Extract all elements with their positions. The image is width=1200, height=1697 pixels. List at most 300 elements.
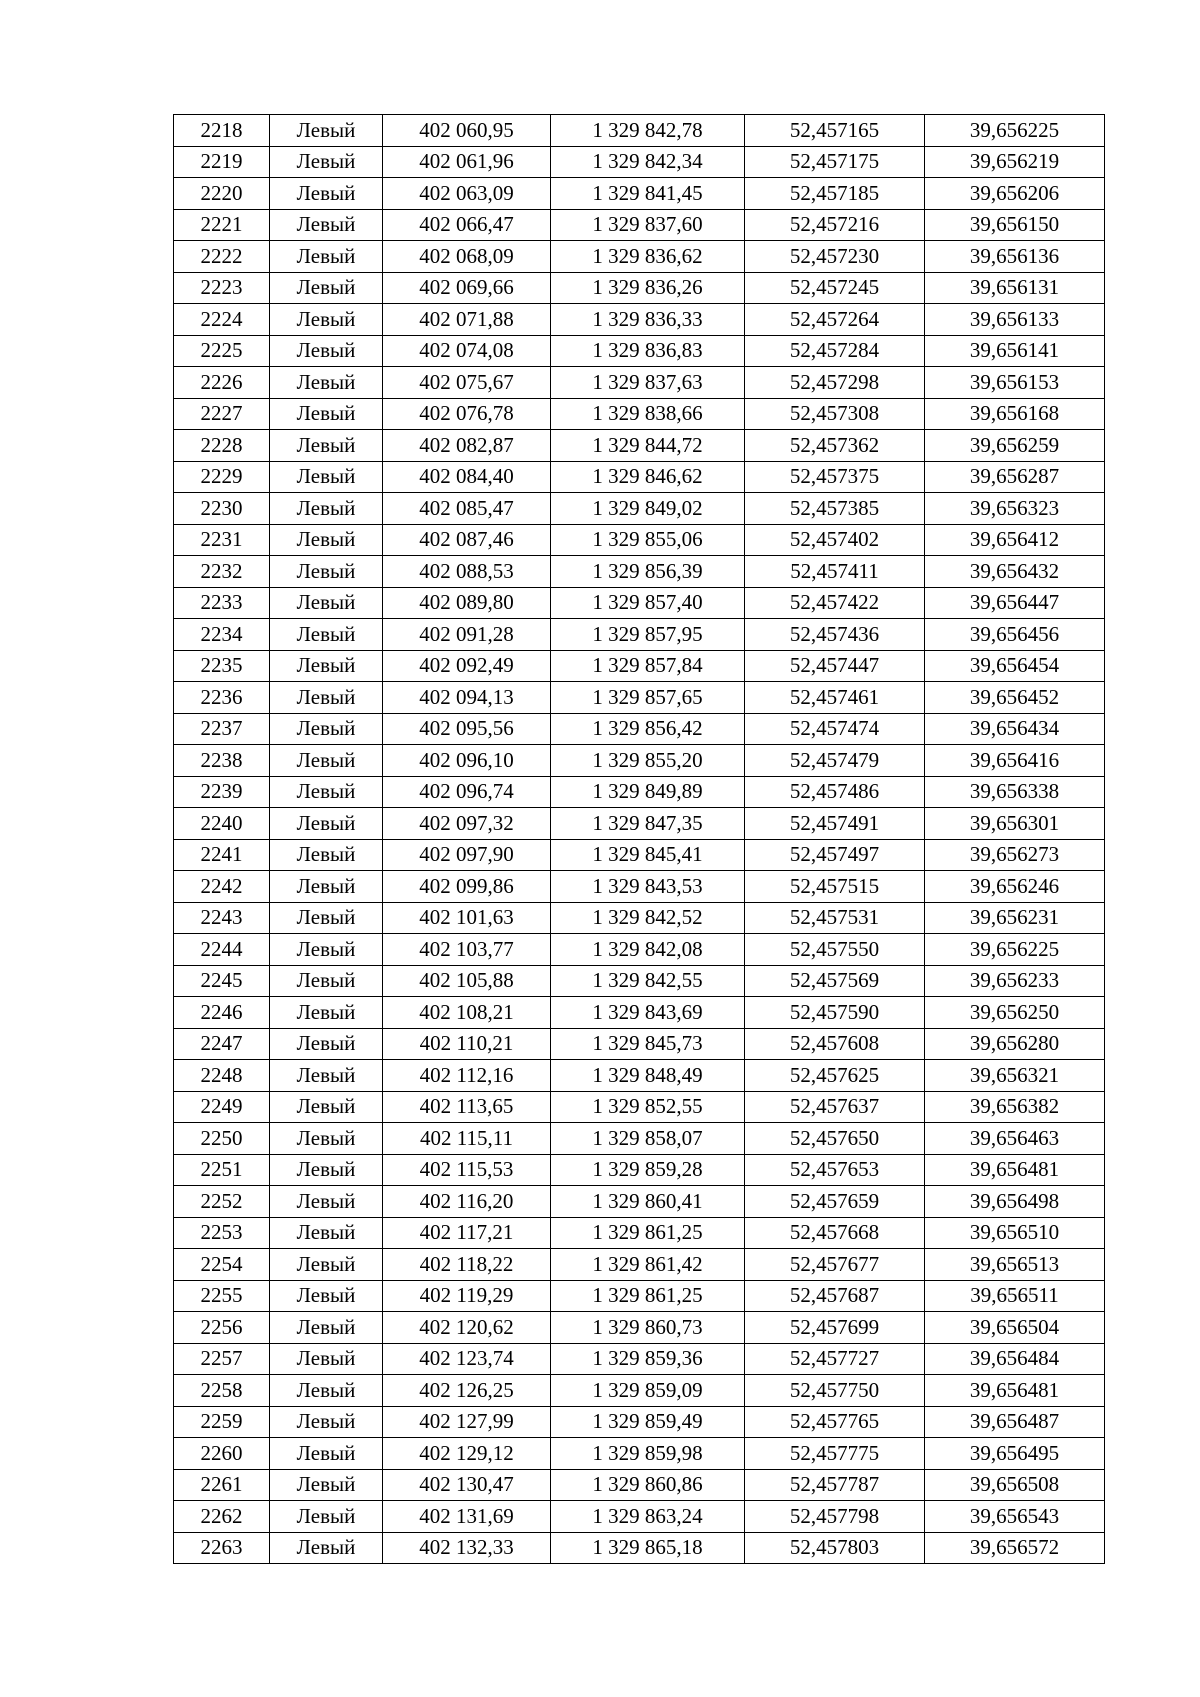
y-coordinate-cell: 1 329 857,65 [551, 682, 745, 714]
latitude-cell: 52,457230 [745, 241, 925, 273]
x-coordinate-cell: 402 105,88 [383, 965, 551, 997]
table-row [174, 839, 1105, 871]
latitude-cell: 52,457765 [745, 1406, 925, 1438]
x-coordinate-cell: 402 085,47 [383, 493, 551, 525]
point-number-cell: 2236 [174, 682, 270, 714]
longitude-cell: 39,656487 [925, 1406, 1105, 1438]
coordinates-table-body [174, 115, 1105, 1564]
longitude-cell: 39,656572 [925, 1532, 1105, 1564]
x-coordinate-cell: 402 095,56 [383, 713, 551, 745]
latitude-cell: 52,457637 [745, 1091, 925, 1123]
longitude-cell: 39,656416 [925, 745, 1105, 777]
longitude-cell: 39,656168 [925, 398, 1105, 430]
side-cell: Левый [270, 934, 383, 966]
table-row [174, 713, 1105, 745]
point-number-cell: 2226 [174, 367, 270, 399]
latitude-cell: 52,457385 [745, 493, 925, 525]
table-row [174, 902, 1105, 934]
latitude-cell: 52,457650 [745, 1123, 925, 1155]
longitude-cell: 39,656495 [925, 1438, 1105, 1470]
table-row [174, 1154, 1105, 1186]
side-cell: Левый [270, 871, 383, 903]
latitude-cell: 52,457402 [745, 524, 925, 556]
longitude-cell: 39,656273 [925, 839, 1105, 871]
latitude-cell: 52,457175 [745, 146, 925, 178]
y-coordinate-cell: 1 329 842,55 [551, 965, 745, 997]
point-number-cell: 2246 [174, 997, 270, 1029]
y-coordinate-cell: 1 329 865,18 [551, 1532, 745, 1564]
side-cell: Левый [270, 272, 383, 304]
x-coordinate-cell: 402 115,11 [383, 1123, 551, 1155]
side-cell: Левый [270, 556, 383, 588]
latitude-cell: 52,457625 [745, 1060, 925, 1092]
longitude-cell: 39,656301 [925, 808, 1105, 840]
latitude-cell: 52,457308 [745, 398, 925, 430]
table-row [174, 871, 1105, 903]
x-coordinate-cell: 402 097,32 [383, 808, 551, 840]
point-number-cell: 2239 [174, 776, 270, 808]
y-coordinate-cell: 1 329 860,86 [551, 1469, 745, 1501]
latitude-cell: 52,457659 [745, 1186, 925, 1218]
y-coordinate-cell: 1 329 860,73 [551, 1312, 745, 1344]
table-row [174, 776, 1105, 808]
table-row [174, 209, 1105, 241]
latitude-cell: 52,457775 [745, 1438, 925, 1470]
longitude-cell: 39,656543 [925, 1501, 1105, 1533]
side-cell: Левый [270, 209, 383, 241]
x-coordinate-cell: 402 120,62 [383, 1312, 551, 1344]
x-coordinate-cell: 402 113,65 [383, 1091, 551, 1123]
side-cell: Левый [270, 1028, 383, 1060]
table-row [174, 241, 1105, 273]
y-coordinate-cell: 1 329 852,55 [551, 1091, 745, 1123]
point-number-cell: 2225 [174, 335, 270, 367]
table-row [174, 1091, 1105, 1123]
side-cell: Левый [270, 682, 383, 714]
latitude-cell: 52,457284 [745, 335, 925, 367]
latitude-cell: 52,457461 [745, 682, 925, 714]
side-cell: Левый [270, 965, 383, 997]
point-number-cell: 2263 [174, 1532, 270, 1564]
y-coordinate-cell: 1 329 838,66 [551, 398, 745, 430]
longitude-cell: 39,656382 [925, 1091, 1105, 1123]
side-cell: Левый [270, 1469, 383, 1501]
latitude-cell: 52,457436 [745, 619, 925, 651]
x-coordinate-cell: 402 063,09 [383, 178, 551, 210]
longitude-cell: 39,656280 [925, 1028, 1105, 1060]
y-coordinate-cell: 1 329 847,35 [551, 808, 745, 840]
table-row [174, 1532, 1105, 1564]
side-cell: Левый [270, 1091, 383, 1123]
latitude-cell: 52,457474 [745, 713, 925, 745]
table-row [174, 1343, 1105, 1375]
point-number-cell: 2255 [174, 1280, 270, 1312]
point-number-cell: 2237 [174, 713, 270, 745]
latitude-cell: 52,457497 [745, 839, 925, 871]
longitude-cell: 39,656484 [925, 1343, 1105, 1375]
x-coordinate-cell: 402 115,53 [383, 1154, 551, 1186]
latitude-cell: 52,457787 [745, 1469, 925, 1501]
x-coordinate-cell: 402 131,69 [383, 1501, 551, 1533]
point-number-cell: 2231 [174, 524, 270, 556]
longitude-cell: 39,656447 [925, 587, 1105, 619]
latitude-cell: 52,457687 [745, 1280, 925, 1312]
point-number-cell: 2221 [174, 209, 270, 241]
x-coordinate-cell: 402 075,67 [383, 367, 551, 399]
point-number-cell: 2254 [174, 1249, 270, 1281]
table-row [174, 115, 1105, 147]
latitude-cell: 52,457479 [745, 745, 925, 777]
y-coordinate-cell: 1 329 859,49 [551, 1406, 745, 1438]
table-row [174, 556, 1105, 588]
table-row [174, 398, 1105, 430]
x-coordinate-cell: 402 096,74 [383, 776, 551, 808]
table-row [174, 1312, 1105, 1344]
table-row [174, 1469, 1105, 1501]
point-number-cell: 2219 [174, 146, 270, 178]
side-cell: Левый [270, 304, 383, 336]
point-number-cell: 2243 [174, 902, 270, 934]
point-number-cell: 2227 [174, 398, 270, 430]
longitude-cell: 39,656287 [925, 461, 1105, 493]
x-coordinate-cell: 402 069,66 [383, 272, 551, 304]
latitude-cell: 52,457699 [745, 1312, 925, 1344]
latitude-cell: 52,457216 [745, 209, 925, 241]
point-number-cell: 2261 [174, 1469, 270, 1501]
table-row [174, 1280, 1105, 1312]
x-coordinate-cell: 402 087,46 [383, 524, 551, 556]
table-row [174, 430, 1105, 462]
table-row [174, 1060, 1105, 1092]
point-number-cell: 2224 [174, 304, 270, 336]
point-number-cell: 2233 [174, 587, 270, 619]
table-row [174, 493, 1105, 525]
point-number-cell: 2223 [174, 272, 270, 304]
y-coordinate-cell: 1 329 856,39 [551, 556, 745, 588]
latitude-cell: 52,457362 [745, 430, 925, 462]
longitude-cell: 39,656219 [925, 146, 1105, 178]
x-coordinate-cell: 402 129,12 [383, 1438, 551, 1470]
point-number-cell: 2260 [174, 1438, 270, 1470]
x-coordinate-cell: 402 096,10 [383, 745, 551, 777]
latitude-cell: 52,457185 [745, 178, 925, 210]
x-coordinate-cell: 402 066,47 [383, 209, 551, 241]
latitude-cell: 52,457668 [745, 1217, 925, 1249]
longitude-cell: 39,656323 [925, 493, 1105, 525]
table-row [174, 1438, 1105, 1470]
x-coordinate-cell: 402 089,80 [383, 587, 551, 619]
longitude-cell: 39,656246 [925, 871, 1105, 903]
point-number-cell: 2241 [174, 839, 270, 871]
side-cell: Левый [270, 1280, 383, 1312]
table-row [174, 682, 1105, 714]
point-number-cell: 2218 [174, 115, 270, 147]
longitude-cell: 39,656454 [925, 650, 1105, 682]
y-coordinate-cell: 1 329 859,28 [551, 1154, 745, 1186]
y-coordinate-cell: 1 329 846,62 [551, 461, 745, 493]
x-coordinate-cell: 402 088,53 [383, 556, 551, 588]
longitude-cell: 39,656321 [925, 1060, 1105, 1092]
side-cell: Левый [270, 745, 383, 777]
y-coordinate-cell: 1 329 844,72 [551, 430, 745, 462]
y-coordinate-cell: 1 329 856,42 [551, 713, 745, 745]
side-cell: Левый [270, 115, 383, 147]
y-coordinate-cell: 1 329 837,60 [551, 209, 745, 241]
table-row [174, 997, 1105, 1029]
longitude-cell: 39,656136 [925, 241, 1105, 273]
y-coordinate-cell: 1 329 836,33 [551, 304, 745, 336]
side-cell: Левый [270, 776, 383, 808]
x-coordinate-cell: 402 119,29 [383, 1280, 551, 1312]
longitude-cell: 39,656452 [925, 682, 1105, 714]
x-coordinate-cell: 402 061,96 [383, 146, 551, 178]
side-cell: Левый [270, 335, 383, 367]
y-coordinate-cell: 1 329 842,08 [551, 934, 745, 966]
point-number-cell: 2244 [174, 934, 270, 966]
latitude-cell: 52,457803 [745, 1532, 925, 1564]
y-coordinate-cell: 1 329 855,20 [551, 745, 745, 777]
longitude-cell: 39,656250 [925, 997, 1105, 1029]
latitude-cell: 52,457245 [745, 272, 925, 304]
y-coordinate-cell: 1 329 845,73 [551, 1028, 745, 1060]
side-cell: Левый [270, 902, 383, 934]
latitude-cell: 52,457422 [745, 587, 925, 619]
point-number-cell: 2229 [174, 461, 270, 493]
latitude-cell: 52,457727 [745, 1343, 925, 1375]
point-number-cell: 2238 [174, 745, 270, 777]
y-coordinate-cell: 1 329 861,42 [551, 1249, 745, 1281]
side-cell: Левый [270, 1186, 383, 1218]
point-number-cell: 2252 [174, 1186, 270, 1218]
y-coordinate-cell: 1 329 857,84 [551, 650, 745, 682]
latitude-cell: 52,457550 [745, 934, 925, 966]
side-cell: Левый [270, 1312, 383, 1344]
latitude-cell: 52,457411 [745, 556, 925, 588]
point-number-cell: 2248 [174, 1060, 270, 1092]
y-coordinate-cell: 1 329 836,26 [551, 272, 745, 304]
latitude-cell: 52,457447 [745, 650, 925, 682]
longitude-cell: 39,656141 [925, 335, 1105, 367]
y-coordinate-cell: 1 329 842,34 [551, 146, 745, 178]
x-coordinate-cell: 402 060,95 [383, 115, 551, 147]
latitude-cell: 52,457677 [745, 1249, 925, 1281]
x-coordinate-cell: 402 082,87 [383, 430, 551, 462]
y-coordinate-cell: 1 329 842,78 [551, 115, 745, 147]
point-number-cell: 2262 [174, 1501, 270, 1533]
x-coordinate-cell: 402 076,78 [383, 398, 551, 430]
point-number-cell: 2250 [174, 1123, 270, 1155]
longitude-cell: 39,656225 [925, 115, 1105, 147]
table-row [174, 619, 1105, 651]
x-coordinate-cell: 402 071,88 [383, 304, 551, 336]
x-coordinate-cell: 402 097,90 [383, 839, 551, 871]
side-cell: Левый [270, 1375, 383, 1407]
latitude-cell: 52,457590 [745, 997, 925, 1029]
side-cell: Левый [270, 146, 383, 178]
y-coordinate-cell: 1 329 859,09 [551, 1375, 745, 1407]
table-row [174, 272, 1105, 304]
table-row [174, 1217, 1105, 1249]
side-cell: Левый [270, 587, 383, 619]
point-number-cell: 2259 [174, 1406, 270, 1438]
table-row [174, 1249, 1105, 1281]
latitude-cell: 52,457264 [745, 304, 925, 336]
side-cell: Левый [270, 1060, 383, 1092]
y-coordinate-cell: 1 329 863,24 [551, 1501, 745, 1533]
side-cell: Левый [270, 178, 383, 210]
latitude-cell: 52,457375 [745, 461, 925, 493]
longitude-cell: 39,656510 [925, 1217, 1105, 1249]
x-coordinate-cell: 402 130,47 [383, 1469, 551, 1501]
latitude-cell: 52,457486 [745, 776, 925, 808]
table-row [174, 587, 1105, 619]
longitude-cell: 39,656231 [925, 902, 1105, 934]
side-cell: Левый [270, 619, 383, 651]
latitude-cell: 52,457515 [745, 871, 925, 903]
side-cell: Левый [270, 430, 383, 462]
table-row [174, 304, 1105, 336]
longitude-cell: 39,656153 [925, 367, 1105, 399]
y-coordinate-cell: 1 329 855,06 [551, 524, 745, 556]
y-coordinate-cell: 1 329 836,83 [551, 335, 745, 367]
point-number-cell: 2245 [174, 965, 270, 997]
side-cell: Левый [270, 713, 383, 745]
y-coordinate-cell: 1 329 861,25 [551, 1280, 745, 1312]
point-number-cell: 2256 [174, 1312, 270, 1344]
side-cell: Левый [270, 808, 383, 840]
table-row [174, 1186, 1105, 1218]
table-row [174, 965, 1105, 997]
x-coordinate-cell: 402 123,74 [383, 1343, 551, 1375]
side-cell: Левый [270, 1343, 383, 1375]
point-number-cell: 2249 [174, 1091, 270, 1123]
side-cell: Левый [270, 367, 383, 399]
side-cell: Левый [270, 493, 383, 525]
point-number-cell: 2230 [174, 493, 270, 525]
y-coordinate-cell: 1 329 837,63 [551, 367, 745, 399]
longitude-cell: 39,656463 [925, 1123, 1105, 1155]
longitude-cell: 39,656434 [925, 713, 1105, 745]
point-number-cell: 2251 [174, 1154, 270, 1186]
x-coordinate-cell: 402 110,21 [383, 1028, 551, 1060]
y-coordinate-cell: 1 329 843,53 [551, 871, 745, 903]
table-row [174, 335, 1105, 367]
side-cell: Левый [270, 398, 383, 430]
table-row [174, 1028, 1105, 1060]
side-cell: Левый [270, 524, 383, 556]
x-coordinate-cell: 402 108,21 [383, 997, 551, 1029]
y-coordinate-cell: 1 329 857,40 [551, 587, 745, 619]
y-coordinate-cell: 1 329 858,07 [551, 1123, 745, 1155]
x-coordinate-cell: 402 116,20 [383, 1186, 551, 1218]
x-coordinate-cell: 402 112,16 [383, 1060, 551, 1092]
latitude-cell: 52,457491 [745, 808, 925, 840]
side-cell: Левый [270, 1406, 383, 1438]
longitude-cell: 39,656513 [925, 1249, 1105, 1281]
latitude-cell: 52,457750 [745, 1375, 925, 1407]
x-coordinate-cell: 402 094,13 [383, 682, 551, 714]
longitude-cell: 39,656206 [925, 178, 1105, 210]
point-number-cell: 2253 [174, 1217, 270, 1249]
side-cell: Левый [270, 1123, 383, 1155]
x-coordinate-cell: 402 103,77 [383, 934, 551, 966]
side-cell: Левый [270, 1154, 383, 1186]
y-coordinate-cell: 1 329 849,89 [551, 776, 745, 808]
point-number-cell: 2222 [174, 241, 270, 273]
y-coordinate-cell: 1 329 848,49 [551, 1060, 745, 1092]
y-coordinate-cell: 1 329 861,25 [551, 1217, 745, 1249]
x-coordinate-cell: 402 101,63 [383, 902, 551, 934]
table-row [174, 178, 1105, 210]
side-cell: Левый [270, 461, 383, 493]
side-cell: Левый [270, 1501, 383, 1533]
longitude-cell: 39,656511 [925, 1280, 1105, 1312]
y-coordinate-cell: 1 329 849,02 [551, 493, 745, 525]
side-cell: Левый [270, 1532, 383, 1564]
point-number-cell: 2247 [174, 1028, 270, 1060]
longitude-cell: 39,656131 [925, 272, 1105, 304]
x-coordinate-cell: 402 132,33 [383, 1532, 551, 1564]
side-cell: Левый [270, 839, 383, 871]
y-coordinate-cell: 1 329 842,52 [551, 902, 745, 934]
longitude-cell: 39,656504 [925, 1312, 1105, 1344]
table-row [174, 934, 1105, 966]
longitude-cell: 39,656338 [925, 776, 1105, 808]
x-coordinate-cell: 402 092,49 [383, 650, 551, 682]
table-row [174, 745, 1105, 777]
longitude-cell: 39,656412 [925, 524, 1105, 556]
table-row [174, 1375, 1105, 1407]
y-coordinate-cell: 1 329 859,36 [551, 1343, 745, 1375]
longitude-cell: 39,656456 [925, 619, 1105, 651]
side-cell: Левый [270, 1217, 383, 1249]
x-coordinate-cell: 402 074,08 [383, 335, 551, 367]
x-coordinate-cell: 402 084,40 [383, 461, 551, 493]
point-number-cell: 2258 [174, 1375, 270, 1407]
longitude-cell: 39,656259 [925, 430, 1105, 462]
table-row [174, 1501, 1105, 1533]
x-coordinate-cell: 402 117,21 [383, 1217, 551, 1249]
y-coordinate-cell: 1 329 841,45 [551, 178, 745, 210]
x-coordinate-cell: 402 068,09 [383, 241, 551, 273]
x-coordinate-cell: 402 099,86 [383, 871, 551, 903]
y-coordinate-cell: 1 329 857,95 [551, 619, 745, 651]
point-number-cell: 2240 [174, 808, 270, 840]
table-row [174, 461, 1105, 493]
table-row [174, 1123, 1105, 1155]
latitude-cell: 52,457531 [745, 902, 925, 934]
table-row [174, 1406, 1105, 1438]
x-coordinate-cell: 402 127,99 [383, 1406, 551, 1438]
side-cell: Левый [270, 241, 383, 273]
coordinates-table [173, 114, 1105, 1564]
side-cell: Левый [270, 650, 383, 682]
point-number-cell: 2228 [174, 430, 270, 462]
point-number-cell: 2234 [174, 619, 270, 651]
side-cell: Левый [270, 1438, 383, 1470]
longitude-cell: 39,656233 [925, 965, 1105, 997]
longitude-cell: 39,656498 [925, 1186, 1105, 1218]
table-row [174, 367, 1105, 399]
longitude-cell: 39,656432 [925, 556, 1105, 588]
x-coordinate-cell: 402 126,25 [383, 1375, 551, 1407]
latitude-cell: 52,457798 [745, 1501, 925, 1533]
table-row [174, 524, 1105, 556]
side-cell: Левый [270, 1249, 383, 1281]
table-row [174, 146, 1105, 178]
side-cell: Левый [270, 997, 383, 1029]
y-coordinate-cell: 1 329 843,69 [551, 997, 745, 1029]
